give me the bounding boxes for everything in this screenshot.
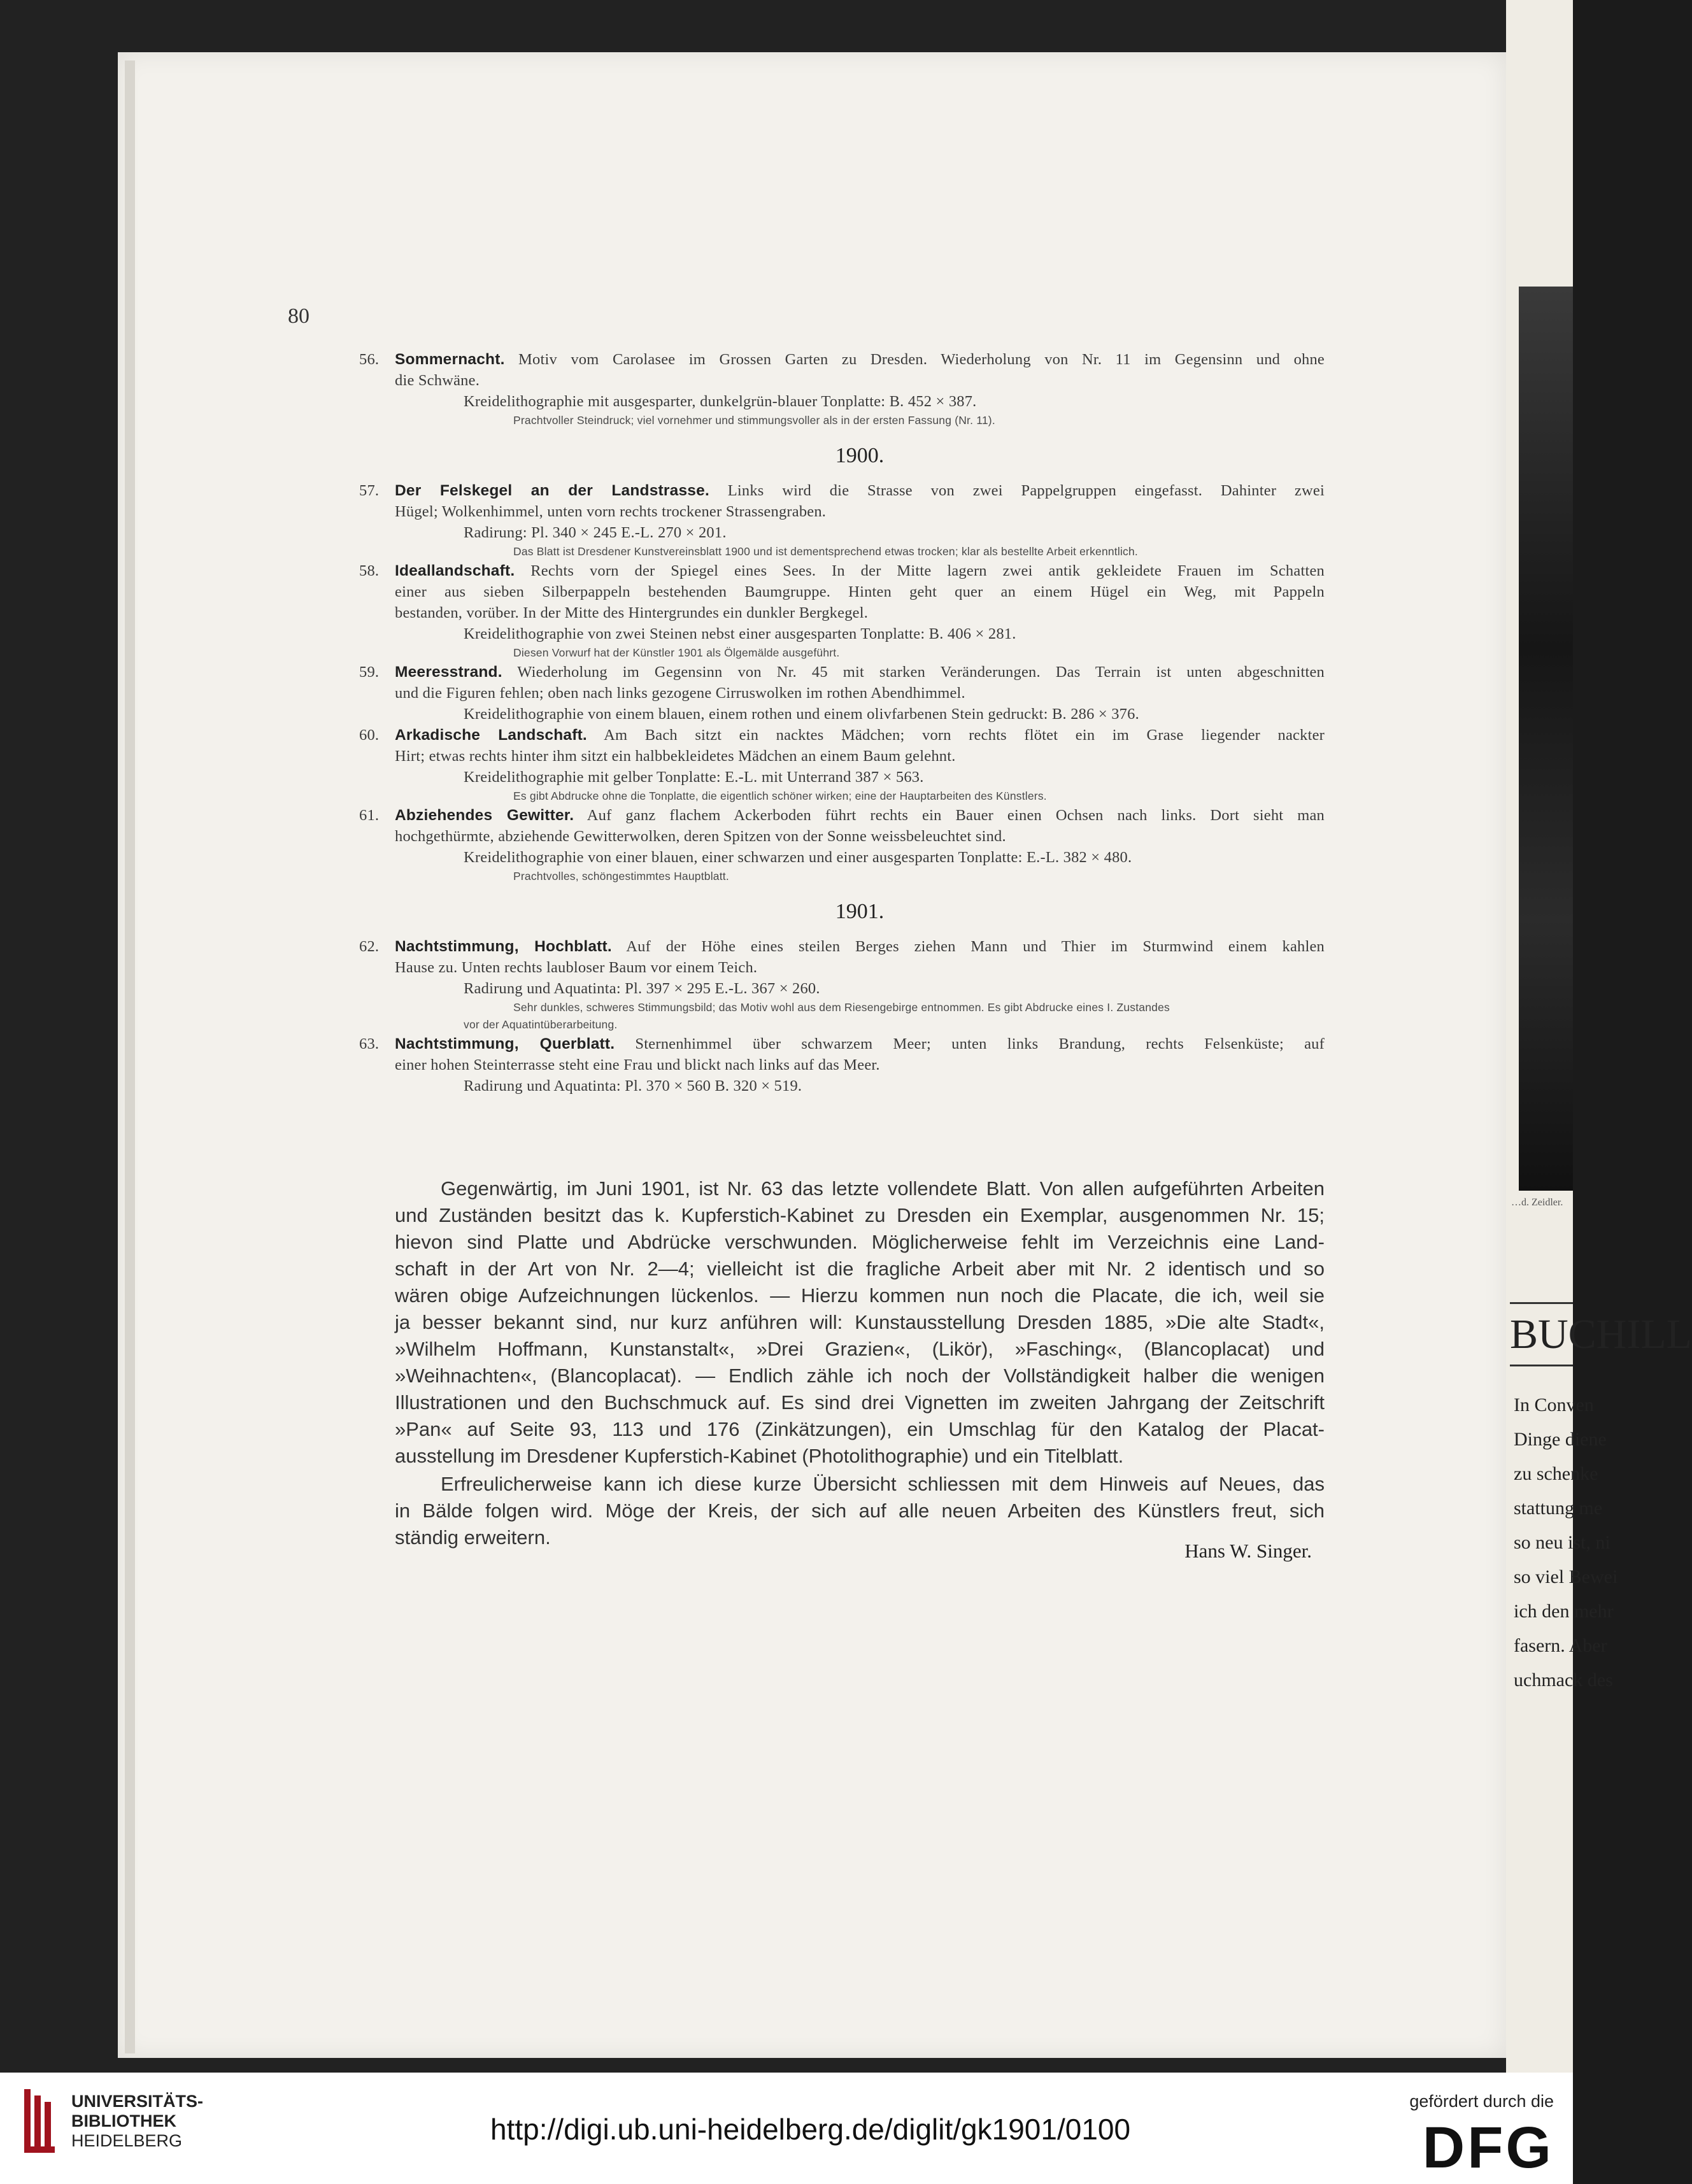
author-signature: Hans W. Singer.	[1184, 1540, 1312, 1562]
entry-title: Nachtstimmung, Querblatt.	[395, 1035, 615, 1053]
entry-number: 60.	[359, 727, 380, 744]
paragraph-line: Illustrationen und den Buchschmuck auf. Es sind drei Vignetten im zweiten Jahrgang der Zeitschrift	[395, 1391, 1325, 1414]
entry-first-line	[395, 480, 1325, 501]
paragraph-line: in Bälde folgen wird. Möge der Kreis, der sich auf alle neuen Arbeiten des Künstlers freut, sich	[395, 1500, 1325, 1522]
entry-technique: Kreidelithographie mit ausgesparter, dunkelgrün-blauer Tonplatte: B. 452 × 387.	[464, 393, 977, 410]
entry-note: Das Blatt ist Dresdener Kunstvereinsblatt 1900 und ist dementsprechend etwas trocken; klar als bestellte Arbeit erkenntlich.	[513, 545, 1138, 558]
entry-description: Auf der Höhe eines steilen Berges ziehen Mann und Thier im Sturmwind einem kahlen	[611, 938, 1325, 955]
entry-title: Ideallandschaft.	[395, 562, 515, 579]
entry-note: Sehr dunkles, schweres Stimmungsbild; das Motiv wohl aus dem Riesengebirge entnommen. Es gibt Abdrucke eines I. Zustandes	[513, 1001, 1170, 1014]
entry-description: bestanden, vorüber. In der Mitte des Hintergrundes ein dunkler Bergkegel.	[395, 604, 869, 621]
entry-description: Sternenhimmel über schwarzem Meer; unten links Brandung, rechts Felsenküste; auf	[615, 1035, 1325, 1053]
entry-number: 59.	[359, 663, 380, 681]
paragraph-line: ausstellung im Dresdener Kupferstich-Kabinet (Photolithographie) und ein Titelblatt.	[395, 1445, 1124, 1467]
entry-technique: Kreidelithographie von zwei Steinen nebst einer ausgesparten Tonplatte: B. 406 × 281.	[464, 625, 1016, 642]
paragraph-line: »Wilhelm Hoffmann, Kunstanstalt«, »Drei Grazien«, (Likör), »Fasching«, (Blancoplacat) und	[395, 1338, 1325, 1360]
entry-first-line	[395, 560, 1325, 581]
university-library-logo-icon	[20, 2087, 59, 2157]
next-page-heading: BUCHILL	[1510, 1302, 1573, 1366]
next-page-line: In Conven	[1514, 1394, 1594, 1415]
year-heading-1900: 1900.	[835, 444, 885, 467]
entry-first-line	[395, 725, 1325, 746]
next-page-line: Dinge diene	[1514, 1429, 1607, 1450]
entry-note: Es gibt Abdrucke ohne die Tonplatte, die eigentlich schöner wirken; eine der Hauptarbeiten des Künstlers.	[513, 790, 1047, 802]
entry-first-line	[395, 805, 1325, 826]
entry-first-line	[395, 662, 1325, 683]
catalog-entry	[359, 480, 1325, 560]
entry-note: Diesen Vorwurf hat der Künstler 1901 als Ölgemälde ausgeführt.	[513, 646, 840, 659]
paragraph-line: »Pan« auf Seite 93, 113 und 176 (Zinkätzungen), ein Umschlag für den Katalog der Placat-	[395, 1418, 1325, 1440]
year-heading-1901: 1901.	[835, 900, 885, 923]
entry-number: 57.	[359, 482, 380, 499]
catalog-list	[359, 349, 1325, 1096]
next-page-line: so neu ist, ni	[1514, 1532, 1610, 1553]
entry-number: 63.	[359, 1035, 380, 1053]
catalog-entry	[359, 1033, 1325, 1096]
library-name-line: BIBLIOTHEK	[71, 2111, 176, 2131]
entry-first-line	[395, 936, 1325, 957]
entry-title: Meeresstrand.	[395, 663, 502, 681]
paragraph-line: Erfreulicherweise kann ich diese kurze Übersicht schliessen mit dem Hinweis auf Neues, das	[441, 1473, 1325, 1495]
entry-description: Hause zu. Unten rechts laubloser Baum vor einem Teich.	[395, 959, 758, 976]
entry-title: Der Felskegel an der Landstrasse.	[395, 482, 709, 499]
entry-first-line	[395, 349, 1325, 370]
catalog-entry	[359, 662, 1325, 725]
entry-description: Auf ganz flachem Ackerboden führt rechts ein Bauer einen Ochsen nach links. Dort sieht man	[574, 807, 1325, 824]
entry-description: Links wird die Strasse von zwei Pappelgruppen eingefasst. Dahinter zwei	[709, 482, 1325, 499]
entry-technique: Kreidelithographie von einer blauen, einer schwarzen und einer ausgesparten Tonplatte: E.-L. 382 × 480.	[464, 849, 1132, 866]
entry-description: hochgethürmte, abziehende Gewitterwolken, deren Spitzen von der Sonne weissbeleuchtet sind.	[395, 828, 1006, 845]
funding-label: gefördert durch die	[1409, 2092, 1554, 2111]
entry-title: Sommernacht.	[395, 351, 505, 368]
entry-number: 58.	[359, 562, 380, 579]
paragraph-line: ja besser bekannt sind, nur kurz anführen will: Kunstausstellung Dresden 1885, »Die alte Stadt«,	[395, 1311, 1325, 1333]
entry-first-line	[395, 1033, 1325, 1054]
entry-description: Hügel; Wolkenhimmel, unten vorn rechts trockener Strassengraben.	[395, 503, 827, 520]
entry-description: und die Figuren fehlen; oben nach links gezogene Cirruswolken im rothen Abendhimmel.	[395, 684, 965, 702]
entry-note: Prachtvolles, schöngestimmtes Hauptblatt.	[513, 870, 729, 883]
entry-technique: Radirung und Aquatinta: Pl. 397 × 295 E.-L. 367 × 260.	[464, 980, 820, 997]
entry-description: Hirt; etwas rechts hinter ihm sitzt ein halbbekleidetes Mädchen an einem Baum gelehnt.	[395, 748, 956, 765]
page-binding-edge	[125, 60, 135, 2053]
paragraph-line: schaft in der Art von Nr. 2—4; vielleicht ist die fragliche Arbeit aber mit Nr. 2 identisch und so	[395, 1258, 1325, 1280]
entry-description: einer hohen Steinterrasse steht eine Frau und blickt nach links auf das Meer.	[395, 1056, 880, 1074]
entry-description: Rechts vorn der Spiegel eines Sees. In der Mitte lagern zwei antik gekleidete Frauen im Schatten	[515, 562, 1325, 579]
next-page-line: fasern. Aber	[1514, 1635, 1607, 1656]
library-name-line: HEIDELBERG	[71, 2131, 183, 2150]
next-page-fragment	[1506, 0, 1692, 2073]
next-page-illustration	[1519, 287, 1573, 1191]
entry-number: 61.	[359, 807, 380, 824]
library-name	[71, 2092, 203, 2151]
entry-number: 56.	[359, 351, 380, 368]
entry-technique: Radirung und Aquatinta: Pl. 370 × 560 B. 320 × 519.	[464, 1077, 802, 1095]
catalog-entry	[359, 349, 1325, 429]
entry-number: 62.	[359, 938, 380, 955]
paragraph-line: Gegenwärtig, im Juni 1901, ist Nr. 63 das letzte vollendete Blatt. Von allen aufgeführten Arbeiten	[441, 1177, 1325, 1200]
entry-title: Arkadische Landschaft.	[395, 727, 587, 744]
entry-technique: Radirung: Pl. 340 × 245 E.-L. 270 × 201.	[464, 524, 727, 541]
paragraph-line: wären obige Aufzeichnungen lückenlos. — Hierzu kommen nun noch die Placate, die ich, weil sie	[395, 1284, 1325, 1307]
entry-description: Wiederholung im Gegensinn von Nr. 45 mit starken Veränderungen. Das Terrain ist unten abgeschnitten	[502, 663, 1325, 681]
next-page-text	[1514, 1388, 1618, 1698]
next-page-line: ich den mehr	[1514, 1601, 1614, 1622]
dfg-logo: DFG	[1422, 2115, 1554, 2180]
permalink-url[interactable]: http://digi.ub.uni-heidelberg.de/diglit/gk1901/0100	[490, 2113, 1131, 2146]
closing-text	[395, 1175, 1325, 1551]
entry-note: vor der Aquatintüberarbeitung.	[464, 1018, 618, 1031]
paragraph-line: und Zuständen besitzt das k. Kupferstich-Kabinet zu Dresden ein Exemplar, ausgenommen Nr. 15;	[395, 1204, 1325, 1226]
paragraph-line: hievon sind Platte und Abdrücke verschwunden. Möglicherweise fehlt im Verzeichnis eine Land-	[395, 1231, 1325, 1253]
catalog-entry	[359, 805, 1325, 885]
catalog-entry	[359, 725, 1325, 805]
entry-description: die Schwäne.	[395, 372, 480, 389]
entry-description: einer aus sieben Silberpappeln bestehenden Baumgruppe. Hinten geht quer an einem Hügel ein Weg, mit Pappeln	[395, 583, 1325, 600]
entry-description: Am Bach sitzt ein nacktes Mädchen; vorn rechts flötet ein im Grase liegender nackter	[587, 727, 1325, 744]
paragraph-line: »Weihnachten«, (Blancoplacat). — Endlich zähle ich noch der Vollständigkeit halber die wenigen	[395, 1365, 1325, 1387]
next-page-caption: …d. Zeidler.	[1511, 1197, 1563, 1208]
next-page-line: uchmack des	[1514, 1670, 1613, 1691]
catalog-entry	[359, 560, 1325, 662]
catalog-entry	[359, 936, 1325, 1033]
entry-note: Prachtvoller Steindruck; viel vornehmer und stimmungsvoller als in der ersten Fassung (Nr. 11).	[513, 414, 995, 427]
paragraph	[395, 1175, 1325, 1470]
next-page-line: so viel Bewei	[1514, 1566, 1618, 1587]
next-page-line: stattung me	[1514, 1498, 1603, 1519]
entry-description: Motiv vom Carolasee im Grossen Garten zu Dresden. Wiederholung von Nr. 11 im Gegensinn und ohne	[504, 351, 1325, 368]
library-name-line: UNIVERSITÄTS-	[71, 2092, 204, 2111]
paragraph-line: ständig erweitern.	[395, 1526, 551, 1549]
entry-title: Nachtstimmung, Hochblatt.	[395, 938, 612, 955]
digitization-footer	[0, 2073, 1573, 2184]
next-page-line: zu schenke	[1514, 1463, 1598, 1484]
page-number: 80	[288, 304, 309, 328]
entry-technique: Kreidelithographie mit gelber Tonplatte: E.-L. mit Unterrand 387 × 563.	[464, 769, 924, 786]
entry-technique: Kreidelithographie von einem blauen, einem rothen und einem olivfarbenen Stein gedruckt: B. 286 × 376.	[464, 706, 1139, 723]
entry-title: Abziehendes Gewitter.	[395, 807, 574, 824]
